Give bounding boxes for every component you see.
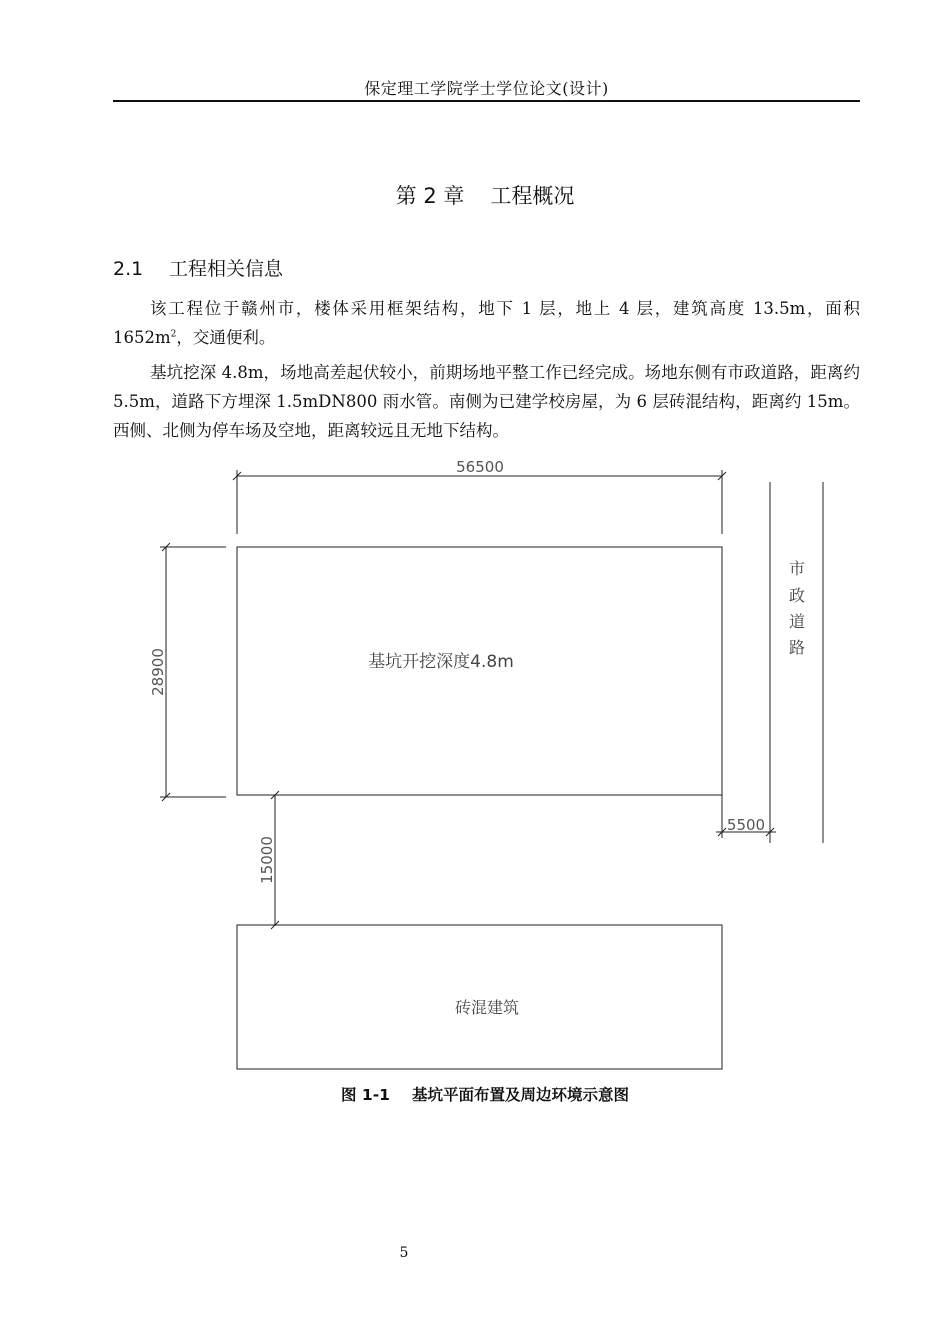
dim-road-gap-label: 5500 (726, 816, 766, 834)
pit-depth-label: 基坑开挖深度4.8m (368, 652, 514, 672)
dim-building-gap-tick-top (271, 791, 279, 799)
dim-width-tick-left (233, 472, 241, 480)
dim-building-gap-label: 15000 (258, 836, 276, 884)
road-label-char-1: 市 (788, 559, 806, 578)
building-label: 砖混建筑 (454, 998, 520, 1017)
section-title: 工程相关信息 (169, 258, 284, 280)
paragraph-1-text: 该工程位于赣州市，楼体采用框架结构，地下 1 层，地上 4 层，建筑高度 13.5m，面积 1652m (113, 299, 860, 347)
dim-width-tick-right (718, 472, 726, 480)
road-label-char-2: 政 (788, 586, 806, 605)
chapter-number: 第 2 章 (395, 184, 465, 208)
section-number: 2.1 (113, 258, 144, 280)
road-label-char-3: 道 (788, 612, 806, 631)
header-rule (113, 100, 860, 102)
page-number: 5 (399, 1245, 409, 1261)
dim-height-tick-top (162, 543, 170, 551)
brick-building-outline (237, 925, 722, 1069)
paragraph-2: 基坑挖深 4.8m，场地高差起伏较小，前期场地平整工作已经完成。场地东侧有市政道路，距离约 5.5m，道路下方埋深 1.5mDN800 雨水管。南侧为已建学校房屋，为 6 层砖混结构，距离约 15m。西侧、北侧为停车场及空地，距离较远且无地下结构。 (113, 363, 860, 440)
dim-building-gap-tick-bottom (271, 921, 279, 929)
paragraph-1 (113, 294, 860, 352)
chapter-title: 工程概况 (490, 184, 575, 208)
road-label-char-4: 路 (788, 638, 806, 657)
dim-road-gap-tick-right (766, 828, 774, 836)
section-heading (113, 254, 283, 281)
dim-height-tick-bottom (162, 793, 170, 801)
dim-road-gap-tick-left (718, 828, 726, 836)
paragraph-1-tail: ，交通便利。 (176, 328, 276, 347)
figure-caption-number: 图 1-1 (341, 1086, 390, 1104)
superscript-2: 2 (170, 329, 177, 340)
chapter-heading (0, 180, 950, 210)
dim-height-label: 28900 (149, 648, 167, 696)
figure-caption-title: 基坑平面布置及周边环境示意图 (411, 1086, 629, 1104)
page-header: 保定理工学院学士学位论文(设计) (364, 79, 609, 98)
figure-caption (0, 1083, 950, 1105)
foundation-pit-outline (237, 547, 722, 795)
dim-width-label: 56500 (456, 458, 504, 476)
